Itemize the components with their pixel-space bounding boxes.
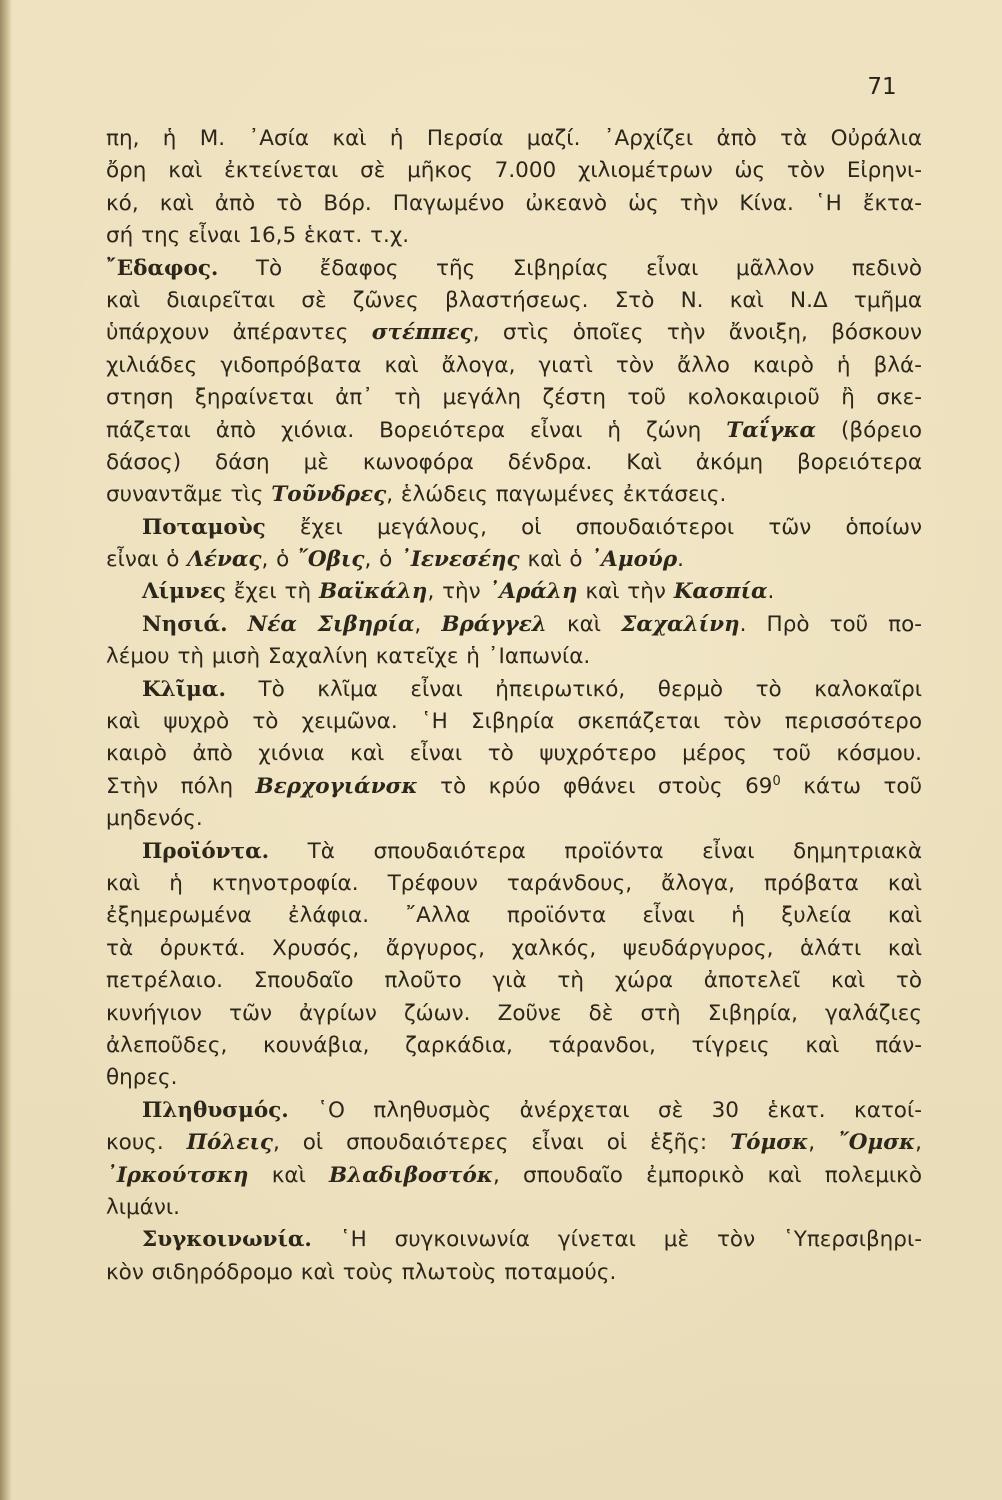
text-line: σή της εἶναι 16,5 ἑκατ. τ.χ. — [106, 223, 410, 249]
text-line: Πληθυσμός. ῾Ο πληθυσμὸς ἀνέρχεται σὲ 30 ἑκατ. κατοί- — [142, 1097, 922, 1123]
text-line: πη, ἡ Μ. ᾿Ασία καὶ ἡ Περσία μαζί. ᾿Αρχίζει ἀπὸ τὰ Οὐράλια — [106, 126, 922, 151]
text-line: κό, καὶ ἀπὸ τὸ Βόρ. Παγωμένο ὠκεανὸ ὡς τὴν Κίνα. ῾Η ἔκτα- — [106, 190, 922, 216]
text-line: καὶ ψυχρὸ τὸ χειμῶνα. ῾Η Σιβηρία σκεπάζεται τὸν περισσότερο — [106, 709, 922, 735]
text-line: καιρὸ ἀπὸ χιόνια καὶ εἶναι τὸ ψυχρότερο μέρος τοῦ κόσμου. — [106, 741, 922, 767]
text-line: Ποταμοὺς ἔχει μεγάλους, οἱ σπουδαιότεροι τῶν ὁποίων — [142, 514, 922, 540]
text-line: συναντᾶμε τὶς Τοῦνδρες, ἑλώδεις παγωμένες ἐκτάσεις. — [106, 482, 727, 508]
page-body-text — [106, 123, 922, 1289]
heading-nisia: Νησιά. — [142, 611, 228, 637]
text-line: Νησιά. Νέα Σιβηρία, Βράγγελ καὶ Σαχαλίνη. Πρὸ τοῦ πο- — [142, 611, 923, 637]
text-line: Συγκοινωνία. ῾Η συγκοινωνία γίνεται μὲ τὸν ῾Υπερσιβηρι- — [142, 1227, 922, 1253]
text-line: δάσος) δάση μὲ κωνοφόρα δένδρα. Καὶ ἀκόμη βορειότερα — [106, 449, 922, 475]
text-line: Λίμνες ἔχει τὴ Βαϊκάλη, τὴν ᾿Αράλη καὶ τὴν Κασπία. — [142, 579, 775, 605]
heading-plithysmos: Πληθυσμός. — [142, 1097, 289, 1123]
text-line: στηση ξηραίνεται ἀπ᾿ τὴ μεγάλη ζέστη τοῦ κολοκαιριοῦ ἢ σκε- — [106, 385, 922, 411]
page-number: 71 — [867, 74, 897, 100]
text-line: λέμου τὴ μισὴ Σαχαλίνη κατεῖχε ἡ ᾿Ιαπωνία. — [106, 644, 591, 670]
text-line: καὶ ἡ κτηνοτροφία. Τρέφουν ταράνδους, ἄλογα, πρόβατα καὶ — [106, 870, 922, 896]
heading-klima: Κλῖμα. — [142, 676, 226, 702]
text-line: πετρέλαιο. Σπουδαῖο πλοῦτο γιὰ τὴ χώρα ἀποτελεῖ καὶ τὸ — [106, 968, 922, 994]
text-line: Προϊόντα. Τὰ σπουδαιότερα προϊόντα εἶναι δημητριακὰ — [142, 838, 922, 864]
text-line: κὸν σιδηρόδρομο καὶ τοὺς πλωτοὺς ποταμούς. — [106, 1259, 617, 1285]
text-line: ὄρη καὶ ἐκτείνεται σὲ μῆκος 7.000 χιλιομέτρων ὡς τὸν Εἰρηνι- — [106, 158, 922, 184]
text-line: εἶναι ὁ Λένας, ὁ ῎Οβις, ὁ ᾿Ιενεσέης καὶ ὁ ᾿Αμούρ. — [106, 547, 684, 573]
text-line: θηρες. — [106, 1065, 178, 1091]
text-line: τὰ ὀρυκτά. Χρυσός, ἄργυρος, χαλκός, ψευδάργυρος, ἁλάτι καὶ — [106, 935, 922, 961]
text-line: ῎Εδαφος. Τὸ ἔδαφος τῆς Σιβηρίας εἶναι μᾶλλον πεδινὸ — [106, 255, 923, 281]
heading-sygkoinonia: Συγκοινωνία. — [142, 1227, 312, 1253]
heading-edafos: ῎Εδαφος. — [106, 255, 219, 281]
heading-proionta: Προϊόντα. — [142, 838, 270, 864]
text-line: ἀλεποῦδες, κουνάβια, ζαρκάδια, τάρανδοι, τίγρεις καὶ πάν- — [106, 1032, 922, 1058]
text-line: καὶ διαιρεῖται σὲ ζῶνες βλαστήσεως. Στὸ Ν. καὶ Ν.Δ τμῆμα — [106, 287, 922, 313]
text-line: Στὴν πόλη Βερχογιάνσκ τὸ κρύο φθάνει στοὺς $69^0$ κάτω τοῦ — [106, 773, 923, 799]
page-binding-edge — [0, 0, 12, 1500]
heading-potamous: Ποταμοὺς — [142, 514, 266, 540]
text-line: λιμάνι. — [106, 1194, 180, 1220]
text-line: ἐξημερωμένα ἐλάφια. ῎Αλλα προϊόντα εἶναι ἡ ξυλεία καὶ — [106, 903, 922, 929]
text-line: Κλῖμα. Τὸ κλῖμα εἶναι ἠπειρωτικό, θερμὸ τὸ καλοκαῖρι — [142, 676, 922, 702]
text-line: ὑπάρχουν ἀπέραντες στέππες, στὶς ὁποῖες τὴν ἄνοιξη, βόσκουν — [106, 320, 922, 346]
text-line: μηδενός. — [106, 806, 203, 832]
text-line: πάζεται ἀπὸ χιόνια. Βορειότερα εἶναι ἡ ζώνη Ταΐγκα (βόρειο — [106, 417, 922, 443]
heading-limnes: Λίμνες — [142, 579, 226, 605]
text-line: κους. Πόλεις, οἱ σπουδαιότερες εἶναι οἱ ἑξῆς: Τόμσκ, ῎Ομσκ, — [106, 1130, 923, 1156]
text-line: κυνήγιον τῶν ἀγρίων ζώων. Ζοῦνε δὲ στὴ Σιβηρία, γαλάζιες — [106, 1000, 922, 1026]
text-line: χιλιάδες γιδοπρόβατα καὶ ἄλογα, γιατὶ τὸν ἄλλο καιρὸ ἡ βλά- — [106, 352, 922, 378]
text-line: ᾿Ιρκούτσκη καὶ Βλαδιβοστόκ, σπουδαῖο ἐμπορικὸ καὶ πολεμικὸ — [106, 1162, 922, 1188]
